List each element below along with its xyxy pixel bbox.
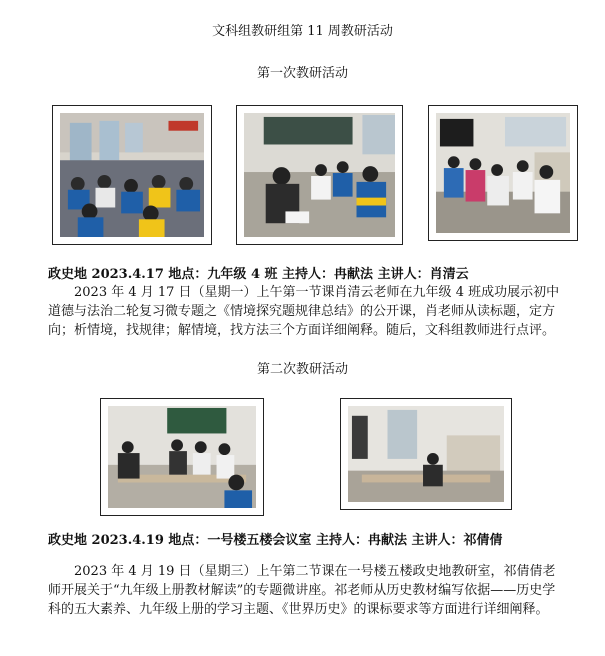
document-title: 文科组教研组第 11 周教研活动 [212,24,393,39]
section2-paragraph-text: 2023 年 4 月 19 日（星期三）上午第二节课在一号楼五楼政史地教研室，祁倩倩老师开展关于“九年级上册教材解读”的专题微讲座。祁老师从历史教材编写依据——历史学科的五大素养、九年级上册的学习主题、《世界历史》的课标要求等方面进行详细阐释。 [48,564,556,617]
section1-paragraph-text: 2023 年 4 月 17 日（星期一）上午第一节课肖清云老师在九年级 4 班成功展示初中道德与法治二轮复习微专题之《情境探究题规律总结》的公开课，肖老师从读标题，定方向；析情境，找规律；解情境，找方法三个方面详细阐释。随后，文科组教师进行点评。 [48,285,560,338]
classroom-photo-1 [52,105,212,245]
section2-info: 政史地 2023.4.19 地点：一号楼五楼会议室 主持人：冉献法 主讲人：祁倩倩 [48,533,503,548]
classroom-photo-3 [428,105,578,241]
meeting-photo-2 [340,398,512,510]
section1-paragraph [48,283,564,340]
section1-heading: 第一次教研活动 [256,66,348,81]
section1-info: 政史地 2023.4.17 地点：九年级 4 班 主持人：冉献法 主讲人：肖清云 [48,267,469,282]
meeting-photo-1 [100,398,264,516]
section2-heading: 第二次教研活动 [256,362,348,377]
classroom-photo-2 [236,105,403,245]
section2-paragraph [48,562,564,619]
